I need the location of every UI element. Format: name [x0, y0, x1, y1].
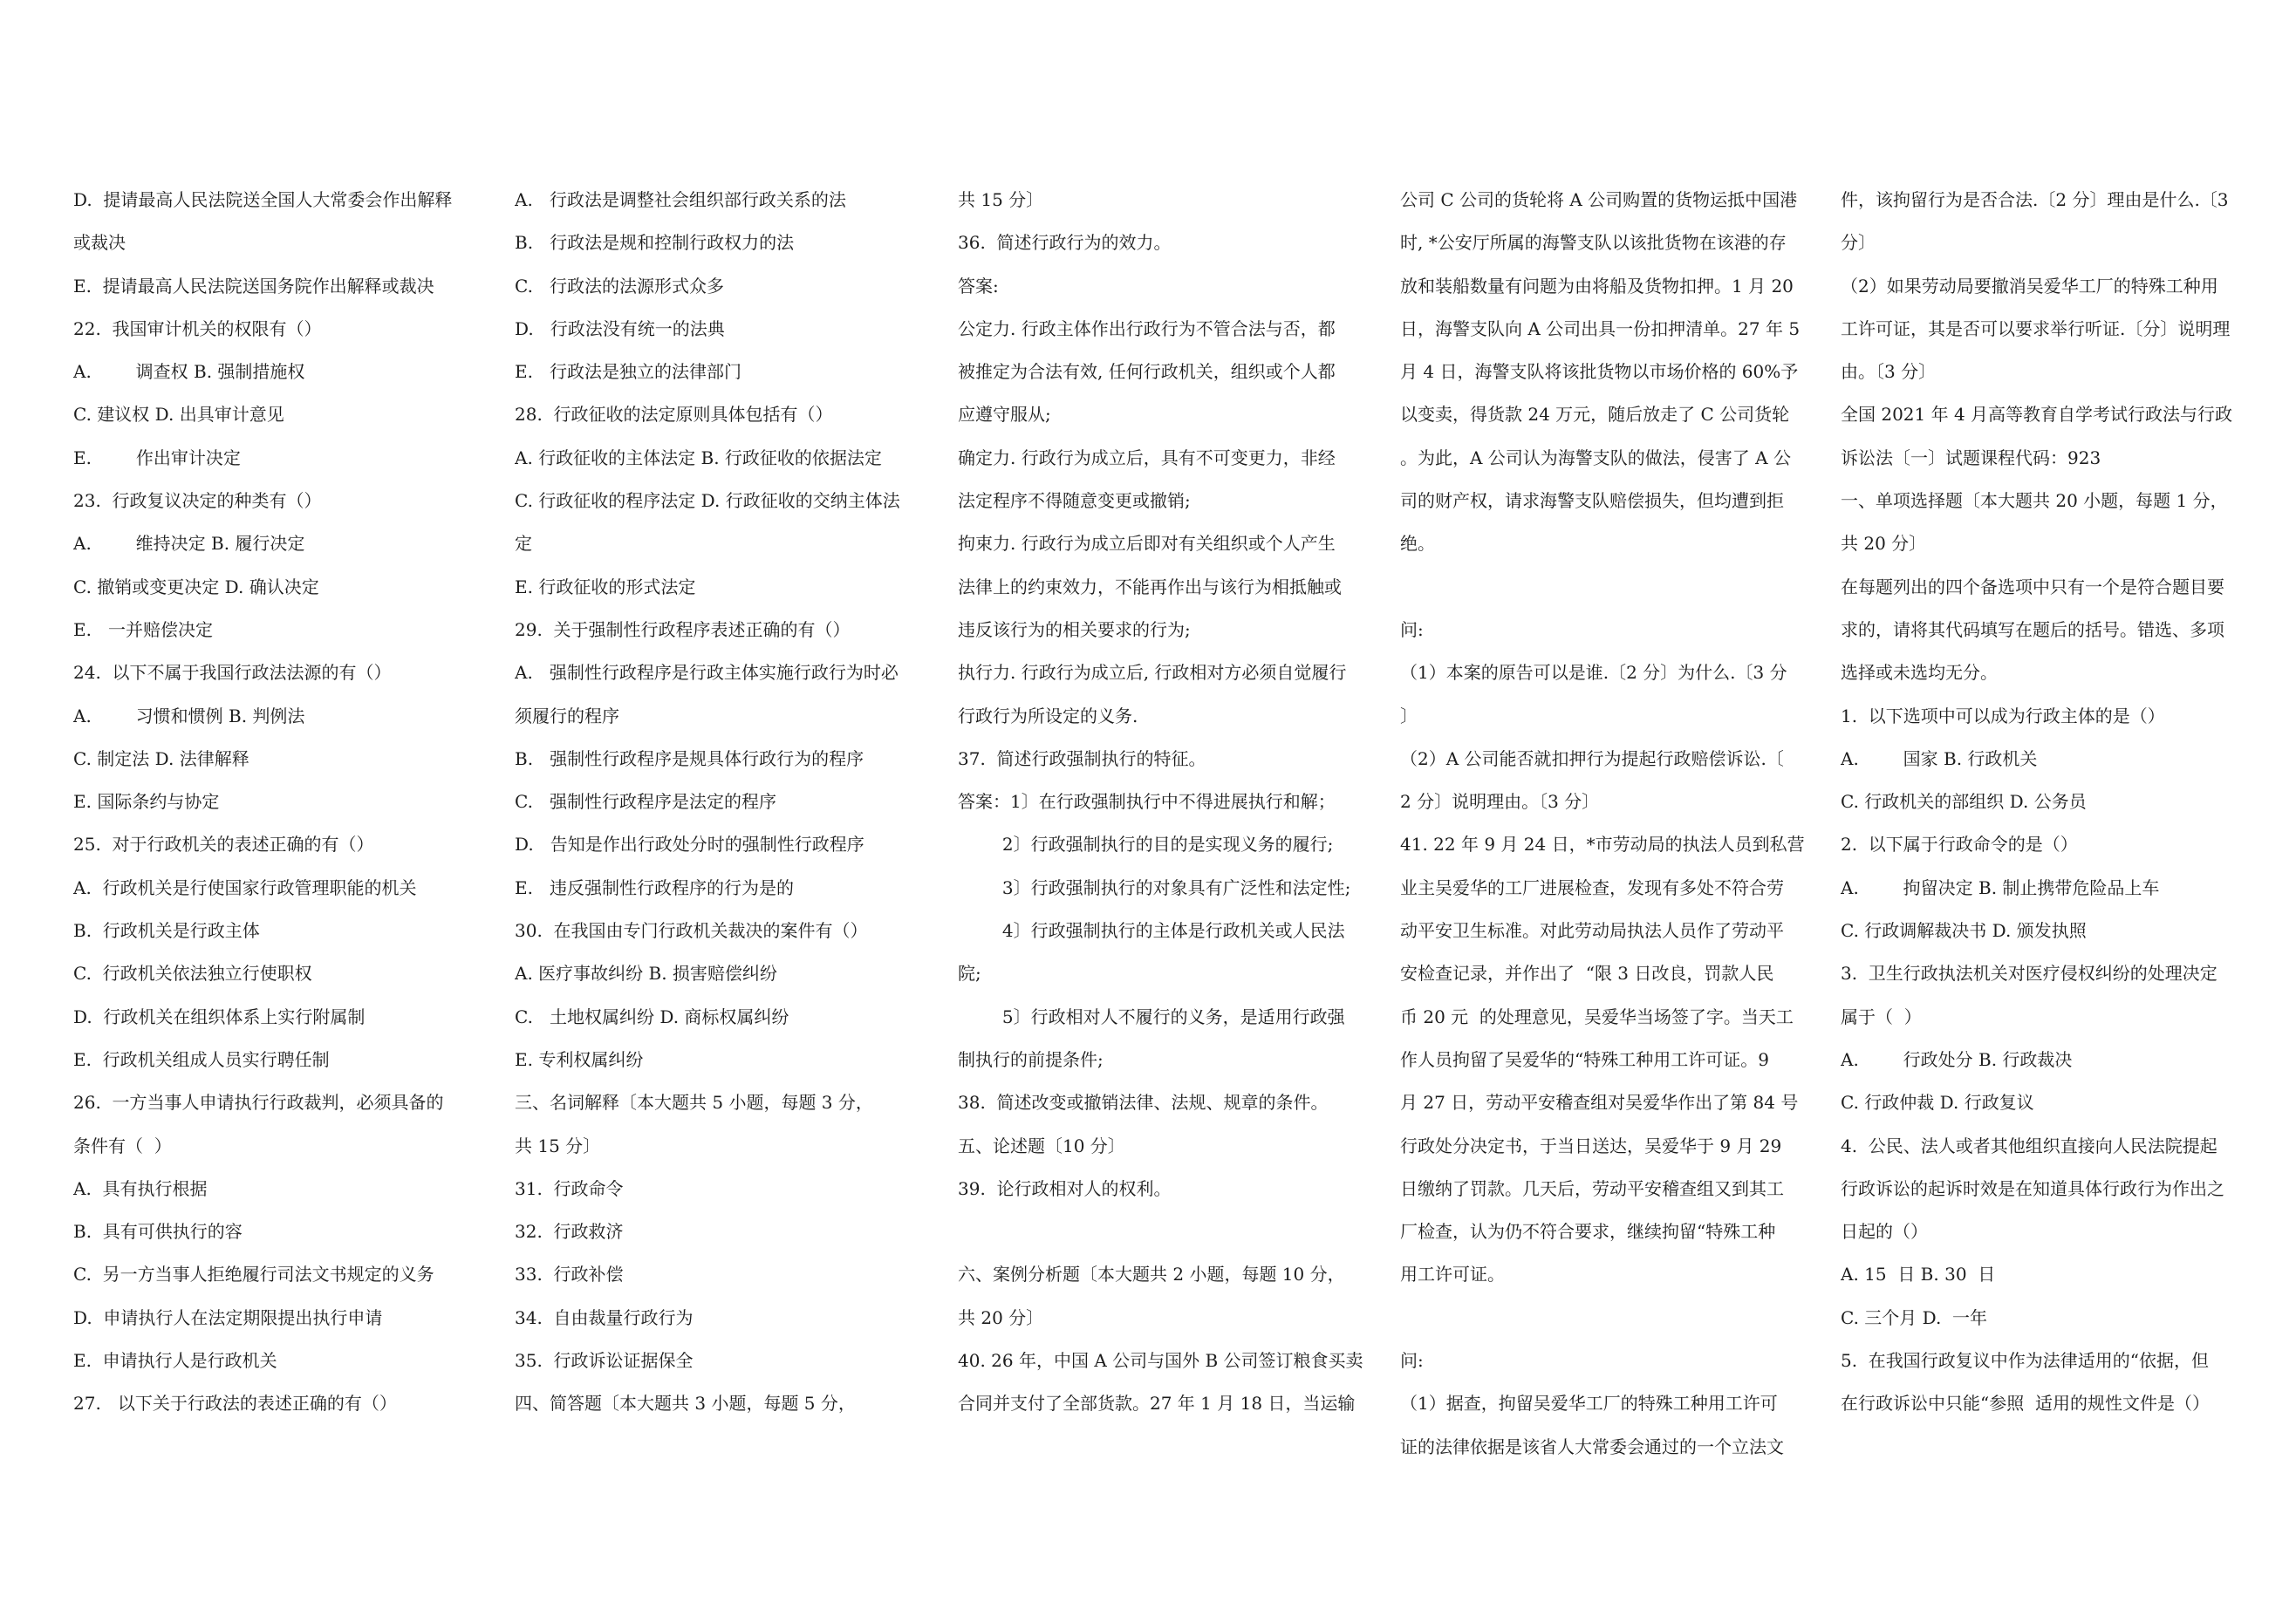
text-line: 共 15 分〕 [958, 189, 1044, 210]
text-line: 须履行的程序 [515, 705, 619, 726]
text-line: 确定力. 行政行为成立后，具有不可变更力，非经 [958, 447, 1336, 468]
text-line: 司的财产权，请求海警支队赔偿损失，但均遭到拒 [1400, 490, 1784, 512]
text-line: 1. 以下选项中可以成为行政主体的是（） [1841, 705, 2165, 726]
text-line: 3. 卫生行政执法机关对医疗侵权纠纷的处理决定 [1841, 963, 2217, 985]
text-line: 工许可证，其是否可以要求举行听证.〔分〕说明理 [1841, 317, 2231, 339]
text-line: 2 分〕说明理由。〔3 分〕 [1400, 791, 1600, 813]
text-line: 27. 以下关于行政法的表述正确的有（） [73, 1393, 397, 1415]
text-line: 问: [1400, 1350, 1424, 1372]
text-line: E. 违反强制性行政程序的行为是的 [515, 876, 795, 898]
text-line: 日，海警支队向 A 公司出具一份扣押清单。27 年 5 [1400, 317, 1801, 339]
text-line: 38. 简述改变或撤销法律、法规、规章的条件。 [958, 1092, 1329, 1114]
text-line: 违反该行为的相关要求的行为; [958, 618, 1191, 640]
text-line: C. 行政征收的程序法定 D. 行政征收的交纳主体法 [515, 490, 900, 512]
text-line: 共 20 分〕 [1841, 533, 1927, 555]
text-line: 安检查记录，并作出了 “限 3 日改良，罚款人民 [1400, 963, 1774, 985]
text-line [1400, 566, 1810, 609]
text-line: 作人员拘留了吴爱华的“特殊工种用工许可证。9 [1400, 1048, 1769, 1070]
text-line: 在每题列出的四个备选项中只有一个是符合题目要 [1841, 576, 2224, 597]
text-line: 绝。 [1400, 533, 1435, 555]
text-line: A. 行政处分 B. 行政裁决 [1841, 1048, 2073, 1070]
text-line: 问: [1400, 618, 1424, 640]
text-line: D. 告知是作出行政处分时的强制性行政程序 [515, 834, 864, 856]
text-line: A. 拘留决定 B. 制止携带危险品上车 [1841, 876, 2160, 898]
text-line: 用工许可证。 [1400, 1264, 1505, 1285]
text-line: B. 具有可供执行的容 [73, 1221, 243, 1243]
text-line: D. 行政法没有统一的法典 [515, 317, 725, 339]
text-line: A. 习惯和惯例 B. 判例法 [73, 705, 305, 726]
text-line: 行政处分决定书，于当日送达，吴爱华于 9 月 29 [1400, 1135, 1782, 1156]
text-line: 〕 [1400, 705, 1418, 726]
text-column-3 [958, 179, 1366, 1426]
text-line: 法律上的约束效力，不能再作出与该行为相抵触或 [958, 576, 1342, 597]
text-line: 35. 行政诉讼证据保全 [515, 1350, 694, 1372]
text-line: 4. 公民、法人或者其他组织直接向人民法院提起 [1841, 1135, 2217, 1156]
text-line: 答案: [958, 275, 999, 297]
text-line: E. 作出审计决定 [73, 447, 241, 468]
text-line: 条件有（ ） [73, 1135, 172, 1156]
text-line: C. 行政调解裁决书 D. 颁发执照 [1841, 920, 2087, 942]
text-line: C. 行政机关的部组织 D. 公务员 [1841, 791, 2087, 813]
text-line: E. 国际条约与协定 [73, 791, 220, 813]
text-line: 37. 简述行政强制执行的特征。 [958, 747, 1206, 769]
text-line: （1）据查，拘留吴爱华工厂的特殊工种用工许可 [1400, 1393, 1778, 1415]
text-line: 求的，请将其代码填写在题后的括号。错选、多项 [1841, 618, 2224, 640]
text-line: 时, *公安厅所属的海警支队以该批货物在该港的存 [1400, 232, 1787, 254]
text-line: 制执行的前提条件; [958, 1048, 1104, 1070]
text-line: C. 撤销或变更决定 D. 确认决定 [73, 576, 319, 597]
text-line: A. 具有执行根据 [73, 1177, 208, 1199]
text-line: 五、论述题〔10 分〕 [958, 1135, 1125, 1156]
text-line: 29. 关于强制性行政程序表述正确的有（） [515, 618, 851, 640]
text-line: 全国 2021 年 4 月高等教育自学考试行政法与行政 [1841, 404, 2233, 426]
text-line: 32. 行政救济 [515, 1221, 624, 1243]
text-line: 合同并支付了全部货款。27 年 1 月 18 日，当运输 [958, 1393, 1356, 1415]
text-line: A. 15 日 B. 30 日 [1841, 1264, 1996, 1285]
text-line: C. 行政法的法源形式众多 [515, 275, 725, 297]
text-line: 厂检查，认为仍不符合要求，继续拘留“特殊工种 [1400, 1221, 1776, 1243]
text-line: E. 行政机关组成人员实行聘任制 [73, 1048, 330, 1070]
text-line: E. 一并赔偿决定 [73, 618, 214, 640]
text-line: 25. 对于行政机关的表述正确的有（） [73, 834, 374, 856]
text-line: 动平安卫生标准。对此劳动局执法人员作了劳动平 [1400, 920, 1784, 942]
text-line: 24. 以下不属于我国行政法法源的有（） [73, 662, 392, 684]
text-line: 或裁决 [73, 232, 126, 254]
text-line: （2）A 公司能否就扣押行为提起行政赔偿诉讼.〔 [1400, 747, 1784, 769]
text-line: 诉讼法〔一〕试题课程代码：923 [1841, 447, 2101, 468]
text-line: E. 专利权属纠纷 [515, 1048, 644, 1070]
text-line: 在行政诉讼中只能“参照 适用的规性文件是（） [1841, 1393, 2210, 1415]
text-line: （1）本案的原告可以是谁.〔2 分〕为什么.〔3 分 [1400, 662, 1787, 684]
text-column-5 [1841, 179, 2259, 1426]
text-line: 2. 以下属于行政命令的是（） [1841, 834, 2078, 856]
text-line: B. 行政法是规和控制行政权力的法 [515, 232, 795, 254]
text-line: 3〕行政强制执行的对象具有广泛性和法定性; [958, 876, 1351, 898]
text-line: 5〕行政相对人不履行的义务，是适用行政强 [958, 1006, 1345, 1027]
text-line: D. 提请最高人民法院送全国人大常委会作出解释 [73, 189, 453, 210]
text-line: A. 国家 B. 行政机关 [1841, 747, 2038, 769]
text-line: 证的法律依据是该省人大常委会通过的一个立法文 [1400, 1435, 1784, 1457]
text-line: 36. 简述行政行为的效力。 [958, 232, 1172, 254]
text-line: 四、简答题〔本大题共 3 小题，每题 5 分， [515, 1393, 856, 1415]
text-line: 日起的（） [1841, 1221, 1928, 1243]
text-line: 由。〔3 分〕 [1841, 361, 1937, 383]
text-line: 2〕行政强制执行的目的是实现义务的履行; [958, 834, 1334, 856]
text-line: 公定力. 行政主体作出行政行为不管合法与否，都 [958, 317, 1336, 339]
text-line: 执行力. 行政行为成立后, 行政相对方必须自觉履行 [958, 662, 1347, 684]
text-line: 属于（ ） [1841, 1006, 1922, 1027]
text-line: 答案：1〕在行政强制执行中不得进展执行和解； [958, 791, 1336, 813]
text-line: 34. 自由裁量行政行为 [515, 1306, 694, 1328]
text-line: C. 另一方当事人拒绝履行司法文书规定的义务 [73, 1264, 434, 1285]
text-line: 件，该拘留行为是否合法.〔2 分〕理由是什么.〔3 [1841, 189, 2229, 210]
text-line: D. 行政机关在组织体系上实行附属制 [73, 1006, 366, 1027]
text-column-2 [515, 179, 916, 1426]
text-line: A. 调查权 B. 强制措施权 [73, 361, 305, 383]
text-line: 以变卖，得货款 24 万元，随后放走了 C 公司货轮 [1400, 404, 1790, 426]
text-line: A. 强制性行政程序是行政主体实施行政行为时必 [515, 662, 899, 684]
text-line: （2）如果劳动局要撤消吴爱华工厂的特殊工种用 [1841, 275, 2218, 297]
text-line: 一、单项选择题〔本大题共 20 小题，每题 1 分， [1841, 490, 2228, 512]
text-line: 三、名词解释〔本大题共 5 小题，每题 3 分， [515, 1092, 873, 1114]
text-line: 22. 我国审计机关的权限有（） [73, 317, 322, 339]
text-line: 40. 26 年，中国 A 公司与国外 B 公司签订粮食买卖 [958, 1350, 1363, 1372]
text-line: A. 维持决定 B. 履行决定 [73, 533, 305, 555]
text-line: C. 制定法 D. 法律解释 [73, 747, 249, 769]
text-line: 33. 行政补偿 [515, 1264, 624, 1285]
text-line: A. 行政法是调整社会组织部行政关系的法 [515, 189, 846, 210]
text-line: 法定程序不得随意变更或撤销; [958, 490, 1191, 512]
text-line: C. 行政仲裁 D. 行政复议 [1841, 1092, 2034, 1114]
text-line: 行政行为所设定的义务. [958, 705, 1138, 726]
text-line: C. 建议权 D. 出具审计意见 [73, 404, 284, 426]
text-line: 六、案例分析题〔本大题共 2 小题，每题 10 分， [958, 1264, 1345, 1285]
text-line: 被推定为合法有效, 任何行政机关，组织或个人都 [958, 361, 1336, 383]
text-line: 应遵守服从; [958, 404, 1051, 426]
text-line: B. 强制性行政程序是规具体行政行为的程序 [515, 747, 864, 769]
text-line: 选择或未选均无分。 [1841, 662, 1998, 684]
text-line: E. 行政法是独立的法律部门 [515, 361, 742, 383]
text-line: C. 三个月 D. 一年 [1841, 1306, 1988, 1328]
text-column-4 [1400, 179, 1810, 1469]
text-line: 26. 一方当事人申请执行行政裁判，必须具备的 [73, 1092, 444, 1114]
text-line: D. 申请执行人在法定期限提出执行申请 [73, 1306, 383, 1328]
text-line: 行政诉讼的起诉时效是在知道具体行政行为作出之 [1841, 1177, 2224, 1199]
text-line: 公司 C 公司的货轮将 A 公司购置的货物运抵中国港 [1400, 189, 1798, 210]
text-line: 5. 在我国行政复议中作为法律适用的“依据，但 [1841, 1350, 2210, 1372]
text-line [1400, 1297, 1810, 1340]
text-line: A. 医疗事故纠纷 B. 损害赔偿纠纷 [515, 963, 777, 985]
text-column-1 [73, 179, 475, 1426]
text-line: 31. 行政命令 [515, 1177, 624, 1199]
text-line: 39. 论行政相对人的权利。 [958, 1177, 1172, 1199]
text-line: 院; [958, 963, 981, 985]
text-line: E. 提请最高人民法院送国务院作出解释或裁决 [73, 275, 434, 297]
text-line: 定 [515, 533, 532, 555]
text-line: 日缴纳了罚款。几天后，劳动平安稽查组又到其工 [1400, 1177, 1784, 1199]
text-line: C. 强制性行政程序是法定的程序 [515, 791, 777, 813]
text-line: 。为此，A 公司认为海警支队的做法，侵害了 A 公 [1400, 447, 1791, 468]
text-line: C. 行政机关依法独立行使职权 [73, 963, 312, 985]
text-line: A. 行政机关是行使国家行政管理职能的机关 [73, 876, 417, 898]
text-line: 月 27 日，劳动平安稽查组对吴爱华作出了第 84 号 [1400, 1092, 1799, 1114]
text-line: 23. 行政复议决定的种类有（） [73, 490, 322, 512]
text-line: 30. 在我国由专门行政机关裁决的案件有（） [515, 920, 868, 942]
text-line: 4〕行政强制执行的主体是行政机关或人民法 [958, 920, 1345, 942]
text-line: 放和装船数量有问题为由将船及货物扣押。1 月 20 [1400, 275, 1794, 297]
text-line: E. 行政征收的形式法定 [515, 576, 696, 597]
text-line: 28. 行政征收的法定原则具体包括有（） [515, 404, 833, 426]
text-line: 41. 22 年 9 月 24 日，*市劳动局的执法人员到私营 [1400, 834, 1805, 856]
text-line: B. 行政机关是行政主体 [73, 920, 260, 942]
text-line [958, 1210, 1366, 1253]
text-line: 共 20 分〕 [958, 1306, 1044, 1328]
text-line: C. 土地权属纠纷 D. 商标权属纠纷 [515, 1006, 789, 1027]
text-line: 共 15 分〕 [515, 1135, 601, 1156]
text-line: 拘束力. 行政行为成立后即对有关组织或个人产生 [958, 533, 1336, 555]
text-line: 分〕 [1841, 232, 1876, 254]
text-line: E. 申请执行人是行政机关 [73, 1350, 277, 1372]
text-line: A. 行政征收的主体法定 B. 行政征收的依据法定 [515, 447, 882, 468]
text-line: 月 4 日，海警支队将该批货物以市场价格的 60%予 [1400, 361, 1799, 383]
text-line: 币 20 元 的处理意见，吴爱华当场签了字。当天工 [1400, 1006, 1794, 1027]
text-line: 业主吴爱华的工厂进展检查，发现有多处不符合劳 [1400, 876, 1784, 898]
